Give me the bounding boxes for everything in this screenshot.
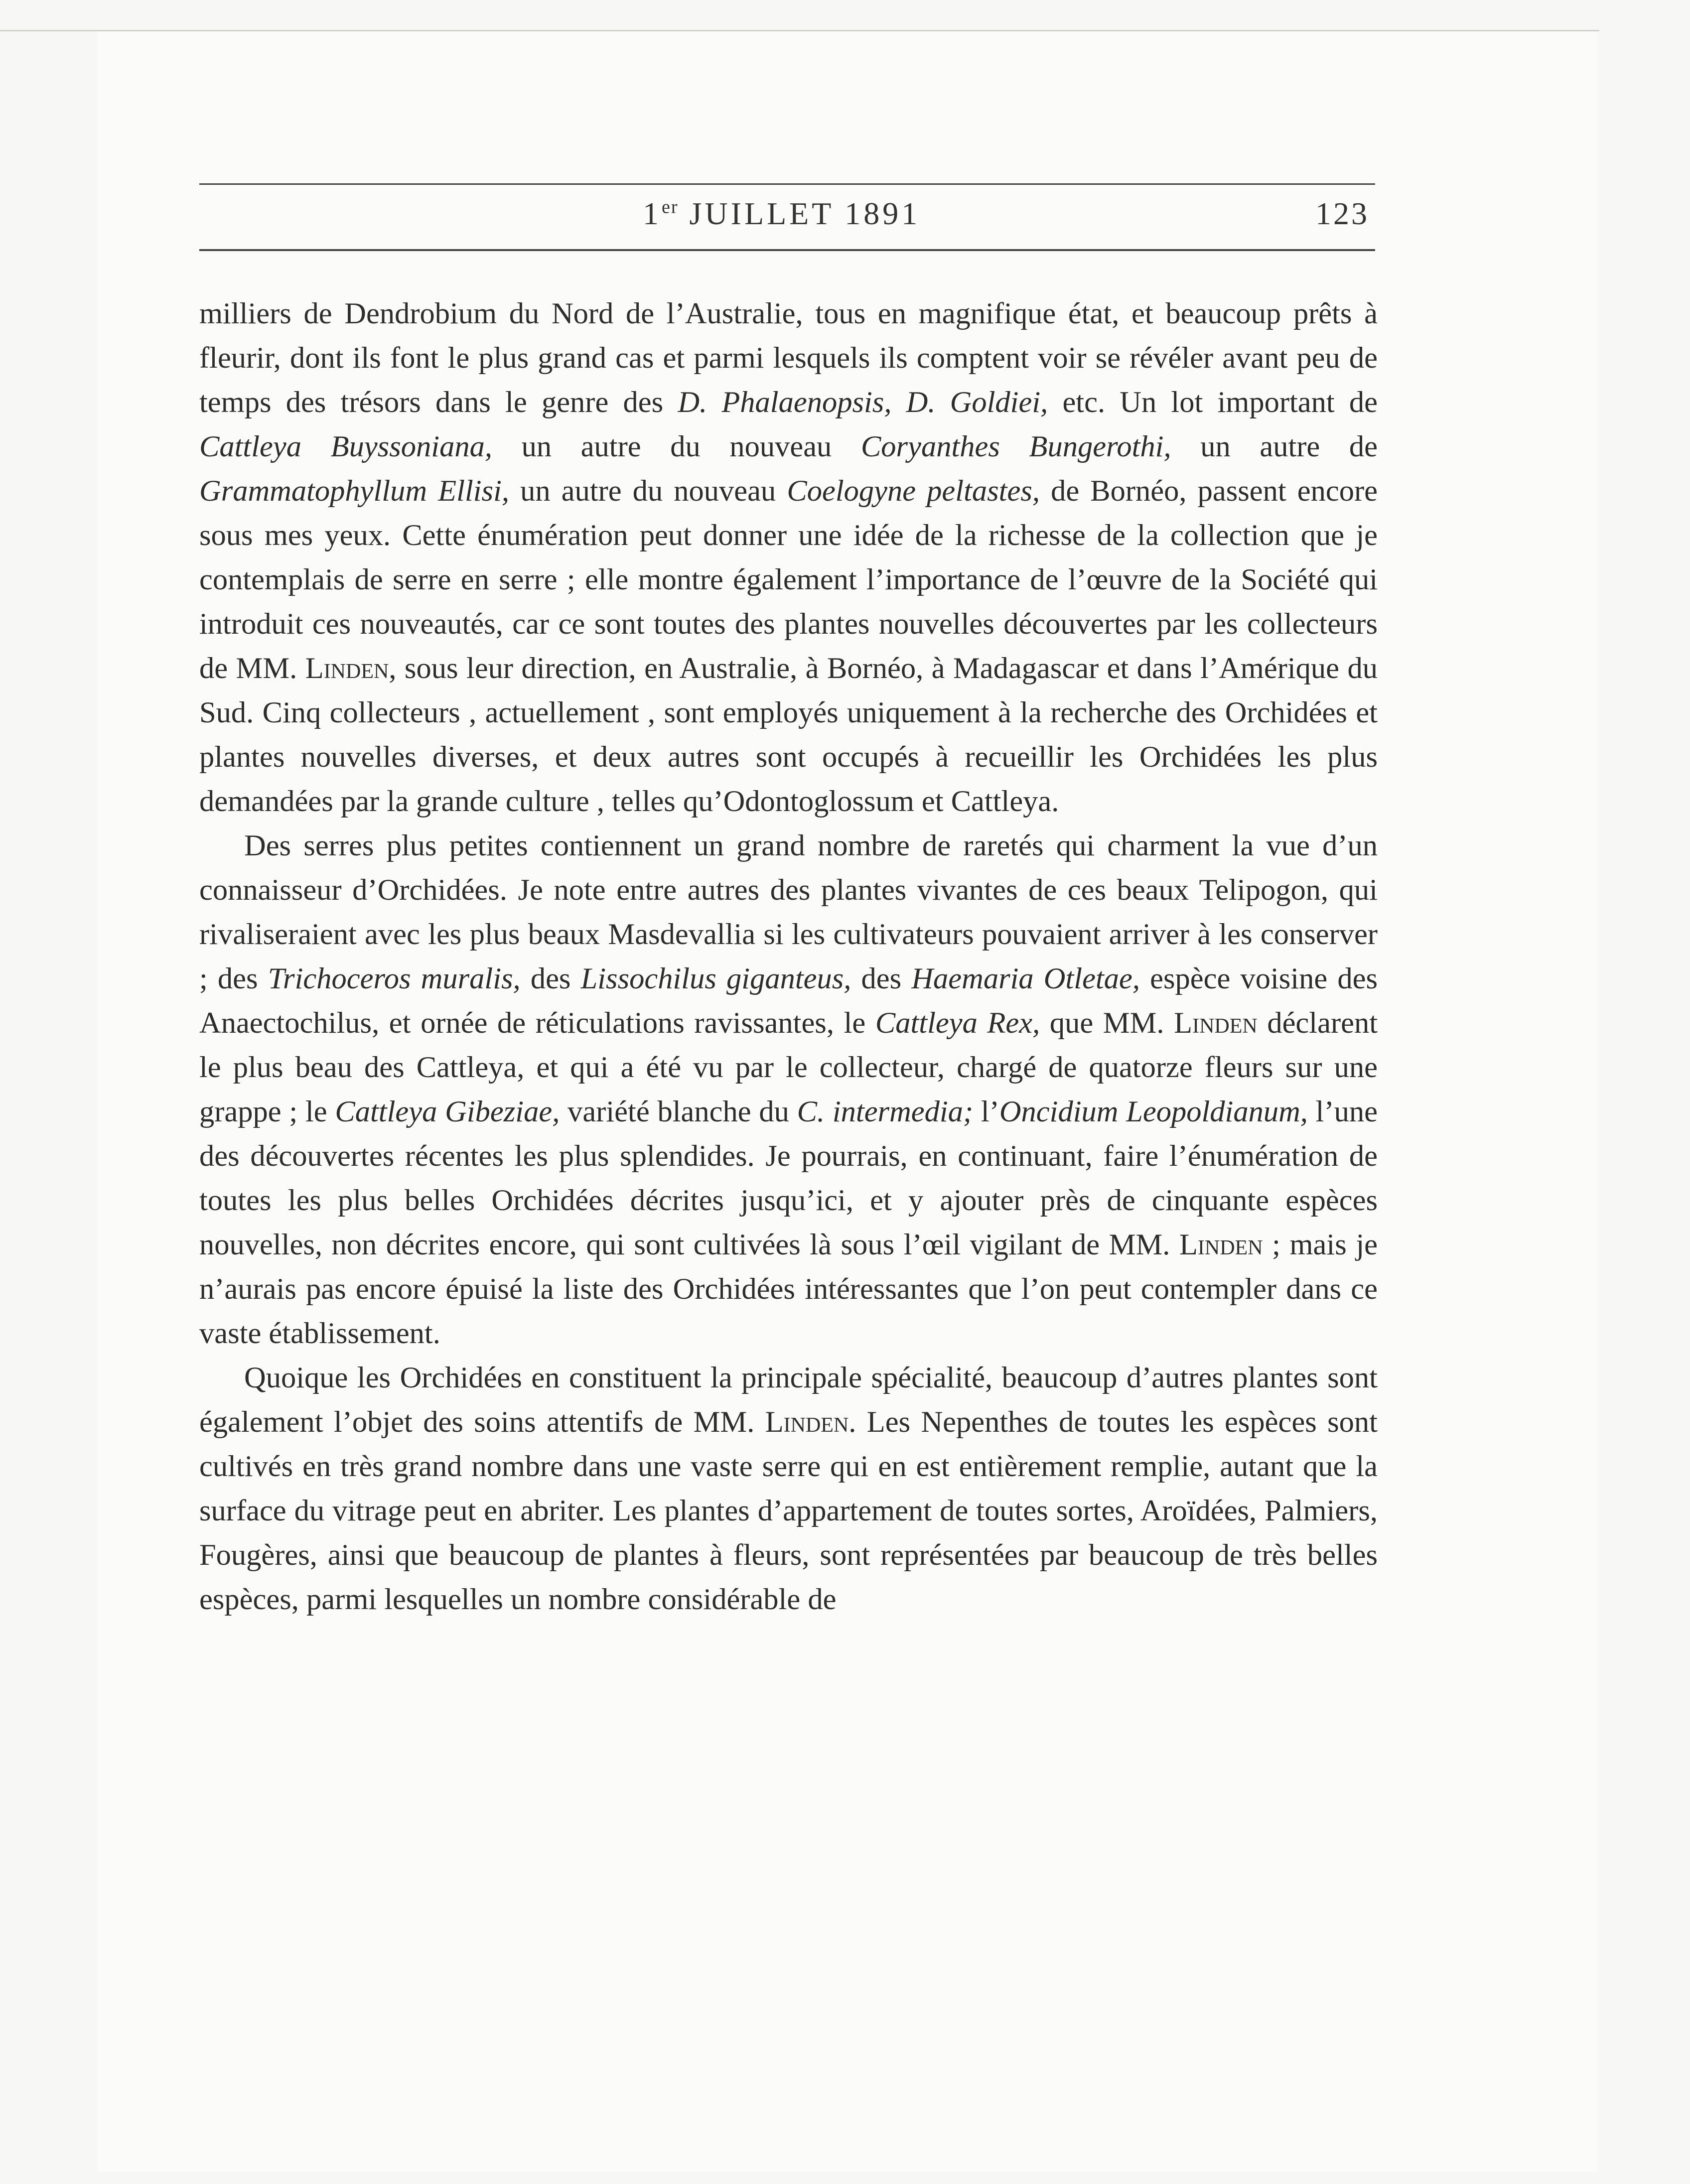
- scan-top-edge: [0, 30, 1599, 31]
- small-caps-name: Linden: [1174, 1006, 1258, 1040]
- text-run: variété blanche du: [560, 1095, 797, 1128]
- text-run: Quoique les Orchidées en constituent la principale spécialité, beaucoup d’autres plantes sont également l’objet des soins attentifs de MM.: [199, 1361, 1378, 1439]
- text-run: ; mais je n’aurais pas encore épuisé la liste des Orchidées intéressantes que l’on peut contempler dans ce vaste établissement.: [199, 1228, 1378, 1350]
- italic-text: D. Phalaenopsis, D. Goldiei,: [678, 386, 1048, 419]
- header-rule-bottom: [199, 249, 1375, 251]
- running-header-date: [643, 195, 920, 232]
- text-run: de Bornéo, passent encore sous mes yeux. Cette énumération peut donner une idée de la richesse de la collection que je contemplais de serre en serre ; elle montre également l’importance de l’œuvre de la Société qui introduit ces nouveautés, car ce sont toutes des plantes nouvelles découvertes par les collecteurs de MM.: [199, 474, 1378, 685]
- paragraph: [199, 823, 1378, 1356]
- italic-text: Trichoceros muralis,: [268, 962, 521, 995]
- header-rule-top: [199, 183, 1375, 185]
- text-run: Des serres plus petites contiennent un grand nombre de raretés qui charment la vue d’un connaisseur d’Orchidées. Je note entre autres des plantes vivantes de ces beaux Telipogon, qui rivaliseraient avec les plus beaux Masdevallia si les cultivateurs pouvaient arriver à les conserver ; des: [199, 829, 1378, 995]
- text-run: que MM.: [1040, 1006, 1174, 1040]
- header-date-month-year: JUILLET 1891: [678, 196, 921, 231]
- italic-text: Cattleya Buyssoniana,: [199, 430, 492, 463]
- italic-text: Oncidium Leopoldianum,: [999, 1095, 1308, 1128]
- text-run: l’: [973, 1095, 999, 1128]
- italic-text: Cattleya Gibeziae,: [335, 1095, 560, 1128]
- italic-text: Lissochilus giganteus,: [580, 962, 851, 995]
- italic-text: Haemaria Otletae,: [911, 962, 1140, 995]
- text-run: etc. Un lot important de: [1048, 386, 1378, 419]
- text-run: espèce voisine des Anaectochilus, et ornée de réticulations ravissantes, le: [199, 962, 1378, 1040]
- text-run: milliers de Dendrobium du Nord de l’Australie, tous en magnifique état, et beaucoup prêts à fleurir, dont ils font le plus grand cas et parmi lesquels ils comptent voir se révéler avant peu de temps des trésors dans le genre des: [199, 297, 1378, 419]
- text-run: l’une des découvertes récentes les plus splendides. Je pourrais, en continuant, faire l’énumération de toutes les plus belles Orchidées décrites jusqu’ici, et y ajouter près de cinquante espèces nouvelles, non décrites encore, qui sont cultivées là sous l’œil vigilant de MM.: [199, 1095, 1378, 1261]
- page-number: 123: [1315, 196, 1369, 231]
- italic-text: Coelogyne peltastes,: [787, 474, 1040, 508]
- small-caps-name: Linden: [765, 1405, 849, 1439]
- italic-text: Grammatophyllum Ellisi,: [199, 474, 510, 508]
- italic-text: Coryanthes Bungerothi,: [860, 430, 1171, 463]
- paragraph: [199, 1356, 1378, 1622]
- text-run: , sous leur direction, en Australie, à Bornéo, à Madagascar et dans l’Amérique du Sud. Cinq collecteurs , actuellement , sont employés uniquement à la recherche des Orchidées et plantes nouvelles diverses, et deux autres sont occupés à recueillir les Orchidées les plus demandées par la grande culture , telles qu’Odontoglossum et Cattleya.: [199, 652, 1378, 818]
- text-run: un autre du nouveau: [492, 430, 861, 463]
- text-run: des: [851, 962, 912, 995]
- text-run: des: [520, 962, 581, 995]
- body-text: [199, 291, 1378, 1622]
- paragraph: [199, 291, 1378, 823]
- italic-text: C. intermedia;: [797, 1095, 974, 1128]
- header-date-day: 1: [643, 196, 662, 231]
- italic-text: Cattleya Rex,: [875, 1006, 1040, 1040]
- text-run: un autre de: [1171, 430, 1378, 463]
- text-run: . Les Nepenthes de toutes les espèces sont cultivés en très grand nombre dans une vaste serre qui en est entièrement remplie, autant que la surface du vitrage peut en abriter. Les plantes d’appartement de toutes sortes, Aroïdées, Palmiers, Fougères, ainsi que beaucoup de plantes à fleurs, sont représentées par beaucoup de très belles espèces, parmi lesquelles un nombre considérable de: [199, 1405, 1378, 1616]
- text-run: déclarent le plus beau des Cattleya, et qui a été vu par le collecteur, chargé de quatorze fleurs sur une grappe ; le: [199, 1006, 1378, 1128]
- header-date-ordinal: er: [662, 196, 679, 218]
- small-caps-name: Linden: [305, 652, 389, 685]
- small-caps-name: Linden: [1179, 1228, 1263, 1261]
- text-run: un autre du nouveau: [509, 474, 787, 508]
